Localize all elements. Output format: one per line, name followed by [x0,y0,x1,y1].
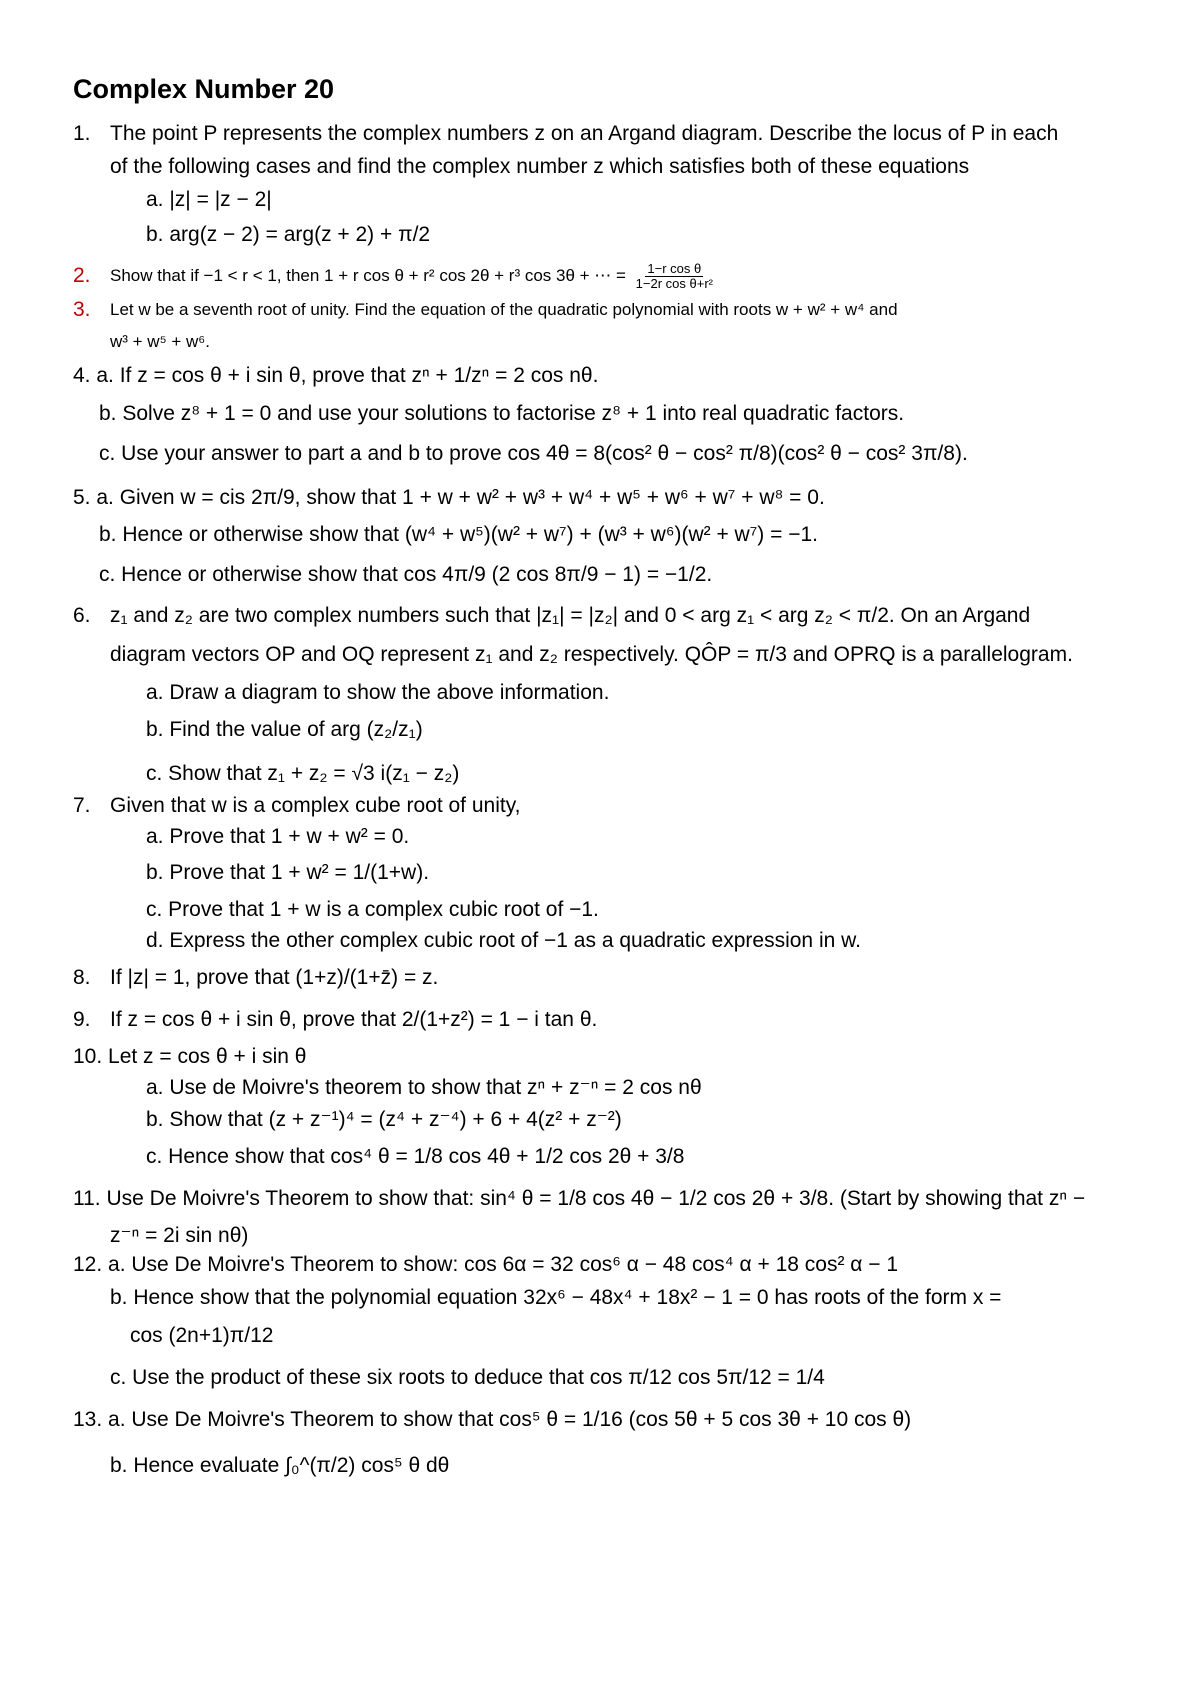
q11-text-line1: 11. Use De Moivre's Theorem to show that: sin⁴ θ = 1/8 cos 4θ − 1/2 cos 2θ + 3/8. (Start by showing that zⁿ − [73,1187,1086,1210]
q6-part-a: a. Draw a diagram to show the above information. [146,681,610,704]
q7-part-d: d. Express the other complex cubic root of −1 as a quadratic expression in w. [146,929,861,952]
q7-part-c: c. Prove that 1 + w is a complex cubic root of −1. [146,898,599,921]
q1-part-b: b. arg(z − 2) = arg(z + 2) + π/2 [146,223,431,246]
q10-part-a: a. Use de Moivre's theorem to show that zⁿ + z⁻ⁿ = 2 cos nθ [146,1076,702,1099]
q7-text: Given that w is a complex cube root of unity, [110,794,521,817]
q6-part-c: c. Show that z₁ + z₂ = √3 i(z₁ − z₂) [146,762,460,785]
q1-number: 1. [73,122,91,145]
q13-part-a: 13. a. Use De Moivre's Theorem to show that cos⁵ θ = 1/16 (cos 5θ + 5 cos 3θ + 10 cos θ) [73,1408,912,1431]
q7-part-a: a. Prove that 1 + w + w² = 0. [146,825,410,848]
q6-text-line2: diagram vectors OP and OQ represent z₁ and z₂ respectively. QÔP = π/3 and OPRQ is a parallelogram. [110,643,1073,666]
q12-part-b-line2: cos (2n+1)π/12 [130,1324,274,1347]
q2-frac-denominator: 1−2r cos θ+r² [635,276,713,292]
q6-part-b: b. Find the value of arg (z₂/z₁) [146,718,423,741]
q5-part-c: c. Hence or otherwise show that cos 4π/9 (2 cos 8π/9 − 1) = −1/2. [99,563,713,586]
q7-part-b: b. Prove that 1 + w² = 1/(1+w). [146,861,430,884]
q11-text-line2: z⁻ⁿ = 2i sin nθ) [110,1224,249,1247]
q5-part-b: b. Hence or otherwise show that (w⁴ + w⁵)(w² + w⁷) + (w³ + w⁶)(w² + w⁷) = −1. [99,523,819,546]
q4-part-b: b. Solve z⁸ + 1 = 0 and use your solutions to factorise z⁸ + 1 into real quadratic factors. [99,402,905,425]
q8-text: If |z| = 1, prove that (1+z)/(1+z̄) = z. [110,966,439,989]
q3-number: 3. [73,298,91,321]
q3-text-line1: Let w be a seventh root of unity. Find the equation of the quadratic polynomial with roots w + w² + w⁴ and [110,300,898,319]
q5-part-a: 5. a. Given w = cis 2π/9, show that 1 + w + w² + w³ + w⁴ + w⁵ + w⁶ + w⁷ + w⁸ = 0. [73,486,825,509]
q12-part-c: c. Use the product of these six roots to deduce that cos π/12 cos 5π/12 = 1/4 [110,1366,825,1389]
q12-part-a: 12. a. Use De Moivre's Theorem to show: cos 6α = 32 cos⁶ α − 48 cos⁴ α + 18 cos² α − 1 [73,1253,899,1276]
q8-number: 8. [73,966,91,989]
q13-part-b: b. Hence evaluate ∫₀^(π/2) cos⁵ θ dθ [110,1454,450,1477]
q4-part-a: 4. a. If z = cos θ + i sin θ, prove that zⁿ + 1/zⁿ = 2 cos nθ. [73,364,599,387]
q2-text [110,262,718,291]
q9-text: If z = cos θ + i sin θ, prove that 2/(1+z²) = 1 − i tan θ. [110,1008,598,1031]
q2-frac-numerator: 1−r cos θ [647,261,702,277]
q2-number: 2. [73,264,91,287]
q12-part-b-line1: b. Hence show that the polynomial equation 32x⁶ − 48x⁴ + 18x² − 1 = 0 has roots of the form x = [110,1286,1002,1309]
q6-number: 6. [73,604,91,627]
q2-statement: Show that if −1 < r < 1, then 1 + r cos θ + r² cos 2θ + r³ cos 3θ + ⋯ = [110,266,626,285]
q6-text-line1: z₁ and z₂ are two complex numbers such that |z₁| = |z₂| and 0 < arg z₁ < arg z₂ < π/2. On an Argand [110,604,1031,627]
q3-text-line2: w³ + w⁵ + w⁶. [110,332,211,351]
q4-part-c: c. Use your answer to part a and b to prove cos 4θ = 8(cos² θ − cos² π/8)(cos² θ − cos² 3π/8). [99,442,968,465]
q10-part-b: b. Show that (z + z⁻¹)⁴ = (z⁴ + z⁻⁴) + 6 + 4(z² + z⁻²) [146,1108,622,1131]
q1-part-a: a. |z| = |z − 2| [146,188,272,211]
q10-text: 10. Let z = cos θ + i sin θ [73,1045,307,1068]
q1-text-line1: The point P represents the complex numbers z on an Argand diagram. Describe the locus of P in each [110,122,1059,145]
q10-part-c: c. Hence show that cos⁴ θ = 1/8 cos 4θ + 1/2 cos 2θ + 3/8 [146,1145,685,1168]
q7-number: 7. [73,794,91,817]
q1-text-line2: of the following cases and find the complex number z which satisfies both of these equations [110,155,970,178]
page-title: Complex Number 20 [73,74,335,104]
q2-fraction [634,262,715,291]
q9-number: 9. [73,1008,91,1031]
